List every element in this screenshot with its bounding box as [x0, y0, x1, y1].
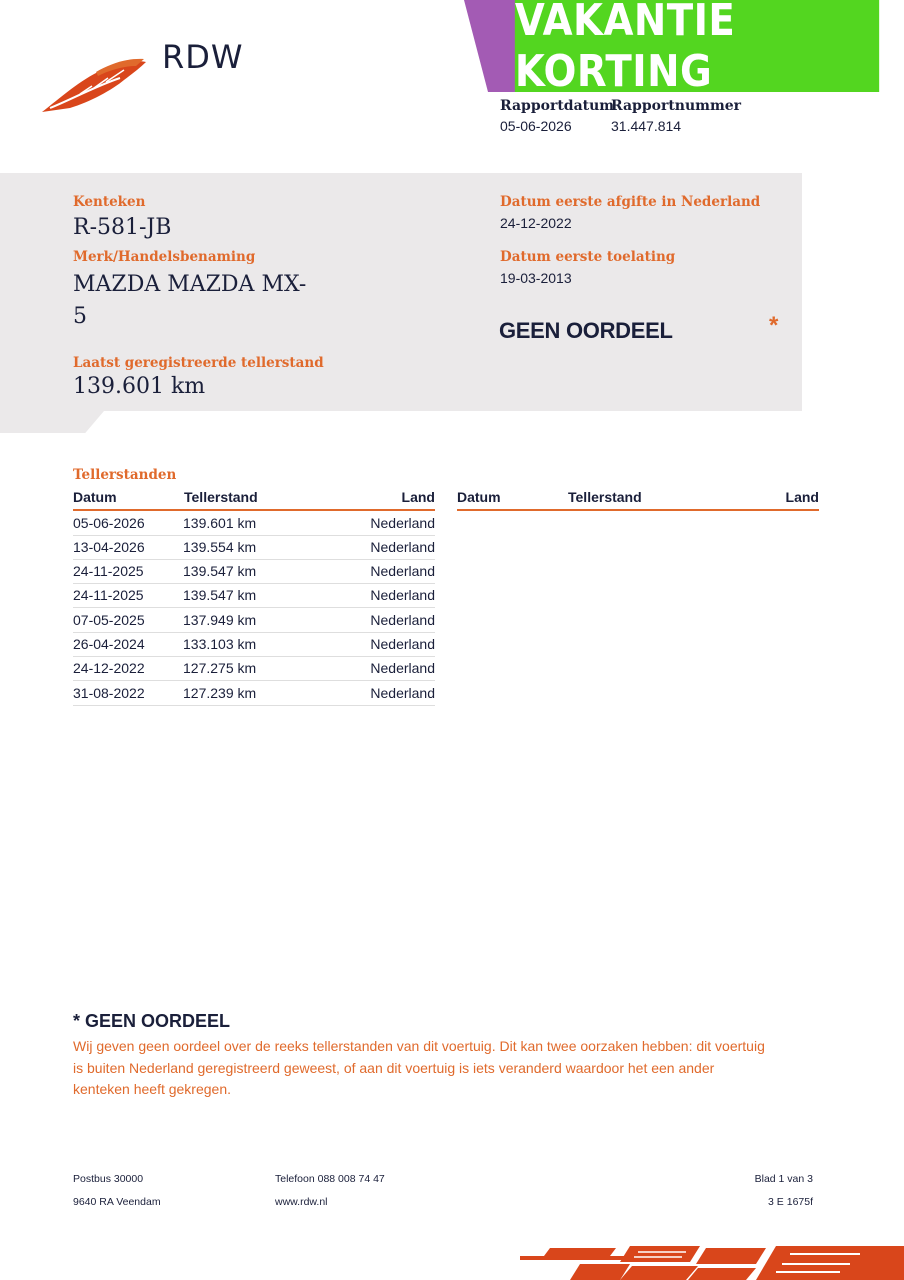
footer-code: 3 E 1675f — [768, 1196, 813, 1208]
row-datum: 07-05-2025 — [73, 612, 145, 628]
row-tellerstand: 133.103 km — [183, 636, 257, 652]
row-land: Nederland — [370, 587, 435, 603]
tellerstanden-title: Tellerstanden — [73, 467, 177, 483]
merk-value-line1: MAZDA MAZDA MX- — [73, 272, 307, 297]
table-row — [73, 632, 435, 657]
merk-label: Merk/Handelsbenaming — [73, 249, 256, 265]
row-datum: 26-04-2024 — [73, 636, 145, 652]
row-datum: 31-08-2022 — [73, 685, 145, 701]
panel-tail — [0, 411, 104, 433]
row-land: Nederland — [370, 515, 435, 531]
row-tellerstand: 127.275 km — [183, 660, 257, 676]
row-tellerstand: 139.547 km — [183, 563, 257, 579]
table-row — [73, 583, 435, 608]
table-header-left — [73, 489, 435, 511]
rapportnummer-label: Rapportnummer — [611, 98, 742, 114]
row-land: Nederland — [370, 612, 435, 628]
rapportdatum-label: Rapportdatum — [500, 98, 615, 114]
row-land: Nederland — [370, 539, 435, 555]
footnote-text: Wij geven geen oordeel over de reeks tellerstanden van dit voertuig. Dit kan twee oorzaken hebben: dit voertuig is buiten Nederland geregistreerd geweest, of aan dit voertuig is iets veranderd waardoor het een ander kenteken heeft gekregen. — [73, 1038, 765, 1097]
row-tellerstand: 139.601 km — [183, 515, 257, 531]
verdict-text: GEEN OORDEEL — [499, 318, 673, 343]
row-datum: 05-06-2026 — [73, 515, 145, 531]
table-row — [73, 656, 435, 681]
col-tellerstand: Tellerstand — [568, 489, 642, 505]
row-land: Nederland — [370, 685, 435, 701]
rapportdatum-value: 05-06-2026 — [500, 118, 572, 134]
kenteken-label: Kenteken — [73, 194, 146, 210]
col-datum: Datum — [73, 489, 117, 505]
toelating-label: Datum eerste toelating — [500, 249, 676, 265]
afgifte-value: 24-12-2022 — [500, 215, 572, 231]
footer-postbus: Postbus 30000 — [73, 1173, 144, 1185]
table-row — [73, 608, 435, 633]
table-row — [73, 559, 435, 584]
table-row — [73, 511, 435, 536]
col-land: Land — [401, 489, 435, 505]
footer-website: www.rdw.nl — [275, 1196, 328, 1208]
row-datum: 24-12-2022 — [73, 660, 145, 676]
row-datum: 13-04-2026 — [73, 539, 145, 555]
row-tellerstand: 139.547 km — [183, 587, 257, 603]
logo-text: RDW — [162, 38, 244, 76]
row-tellerstand: 139.554 km — [183, 539, 257, 555]
row-tellerstand: 127.239 km — [183, 685, 257, 701]
footer-plaats: 9640 RA Veendam — [73, 1196, 161, 1208]
afgifte-label: Datum eerste afgifte in Nederland — [500, 194, 761, 210]
rdw-stripes-icon — [520, 1244, 904, 1280]
footer-blad: Blad 1 van 3 — [754, 1173, 813, 1185]
tellerstand-value: 139.601 km — [73, 374, 206, 399]
merk-value-line2: 5 — [73, 304, 87, 329]
col-land: Land — [785, 489, 819, 505]
rapportnummer-value: 31.447.814 — [611, 118, 682, 134]
table-row — [73, 535, 435, 560]
row-datum: 24-11-2025 — [73, 587, 144, 603]
footer-telefoon: Telefoon 088 008 74 47 — [275, 1173, 385, 1185]
kenteken-value: R-581-JB — [73, 215, 172, 240]
row-land: Nederland — [370, 563, 435, 579]
row-tellerstand: 137.949 km — [183, 612, 257, 628]
row-land: Nederland — [370, 660, 435, 676]
row-land: Nederland — [370, 636, 435, 652]
verdict-asterisk: * — [769, 312, 779, 339]
table-header-right — [457, 489, 819, 511]
col-tellerstand: Tellerstand — [184, 489, 258, 505]
row-datum: 24-11-2025 — [73, 563, 144, 579]
promo-banner: VAKANTIE KORTING — [515, 0, 879, 92]
table-row — [73, 681, 435, 706]
footnote-title: * GEEN OORDEEL — [73, 1011, 231, 1031]
col-datum: Datum — [457, 489, 501, 505]
tellerstand-label: Laatst geregistreerde tellerstand — [73, 355, 324, 371]
toelating-value: 19-03-2013 — [500, 270, 572, 286]
